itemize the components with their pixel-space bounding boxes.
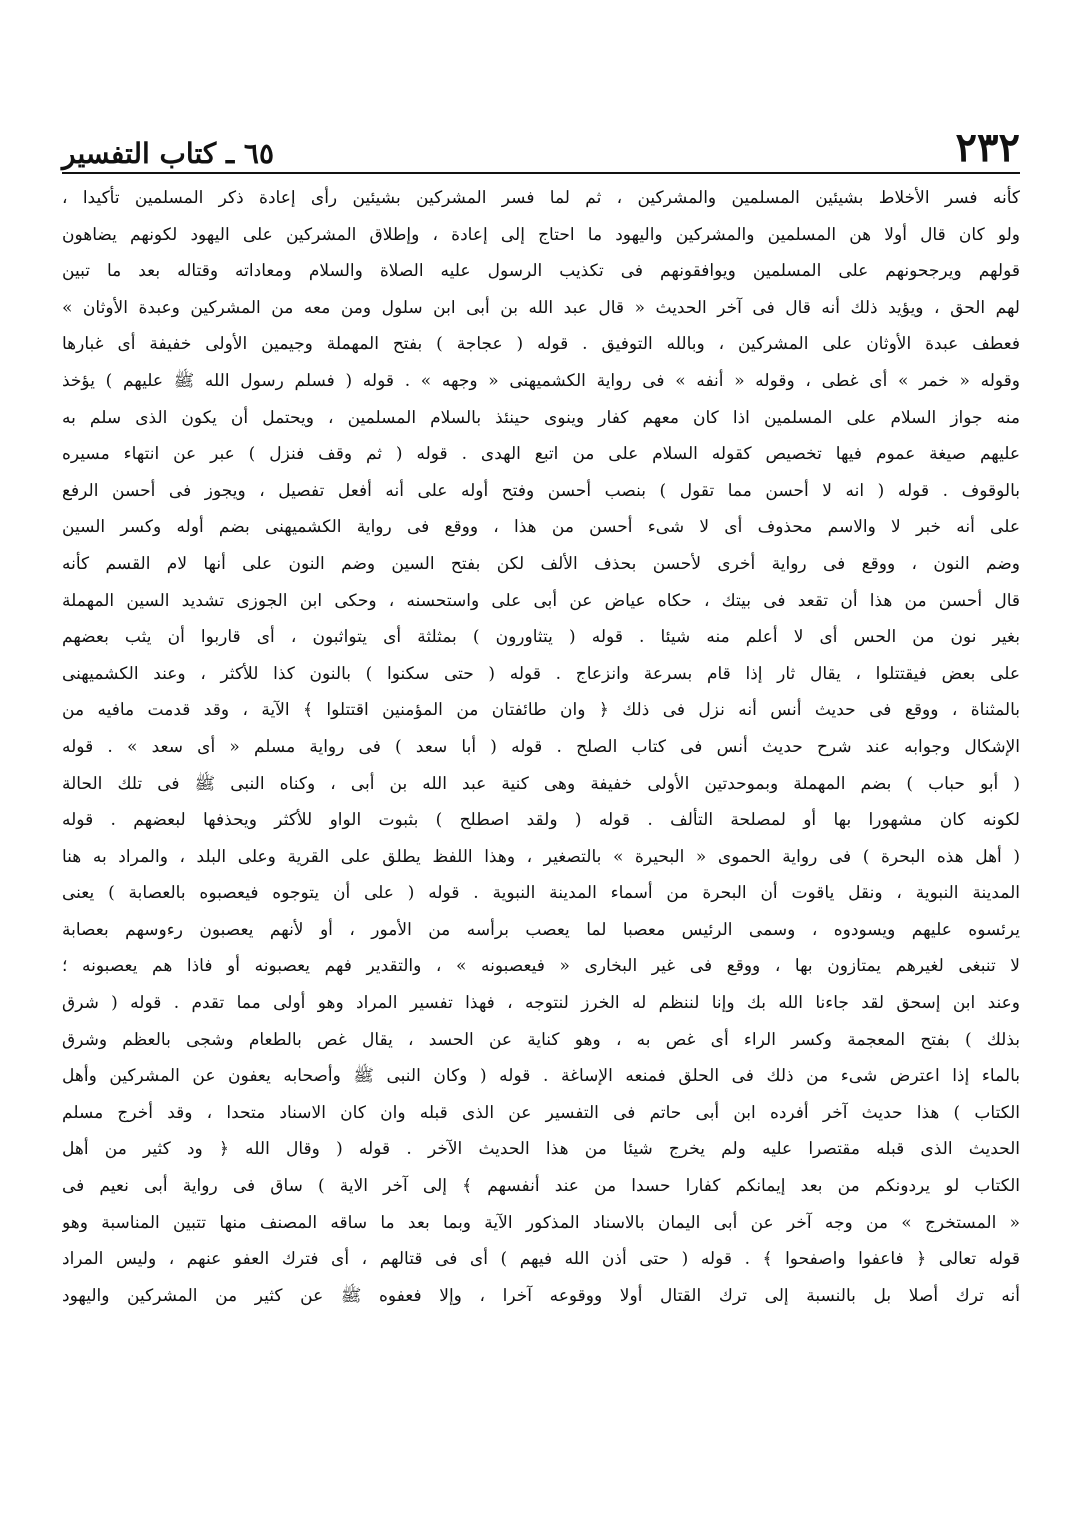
text-line: وضم النون ، ووقع فى رواية أخرى لأحسن بحذف الألف لكن بفتح السين وضم النون على أنها لام القسم كأنه [62, 553, 1020, 574]
text-line: قال أحسن من هذا أن تقعد فى بيتك ، حكاه عياض عن أبى على واستحسنه ، وحكى ابن الجوزى تشديد السين المهملة [62, 590, 1020, 611]
text-line: « المستخرج » من وجه آخر عن أبى اليمان بالاسناد المذكور الآية وبما بعد ما ساقه المصنف منها تتبين المناسبة وهو [62, 1212, 1020, 1233]
text-line: الكتاب لو يردونكم من بعد إيمانكم كفارا حسدا من عند أنفسهم ﴾ إلى آخر الاية ) ساق فى رواية أبى نعيم فى [62, 1176, 1020, 1197]
text-line: لكونه كان مشهورا بها أو لمصلحة التألف . قوله ( ولقد اصطلح ) بثبوت الواو للأكثر ويحذفها لبعضهم . قوله [62, 810, 1020, 831]
text-line: أنه ترك أصلا بل بالنسبة إلى ترك القتال أولا ووقوعه آخرا ، وإلا فعفوه ﷺ عن كثير من المشركين واليهود [62, 1285, 1020, 1306]
header-rule [62, 172, 1020, 174]
text-line: الحديث الذى قبله مقتصرا عليه ولم يخرج شيئا من هذا الحديث الآخر . قوله ( وقال الله ﴿ ود كثير من أهل [62, 1139, 1020, 1160]
text-line: على بعض فيقتتلوا ، يقال ثار إذا قام بسرعة وانزعاج . قوله ( حتى سكنوا ) بالنون كذا للأكثر ، وعند الكشميهنى [62, 663, 1020, 684]
text-line: بالمثناة ، ووقع فى حديث أنس أنه نزل فى ذلك ﴿ وان طائفتان من المؤمنين اقتتلوا ﴾ الآية ، وقد قدمت مافيه من [62, 700, 1020, 721]
page-header [62, 118, 1020, 171]
text-line: المدينة النبوية ، ونقل ياقوت أن البحرة من أسماء المدينة النبوية . قوله ( على أن يتوجوه فيعصبوه بالعصابة ) يعنى [62, 883, 1020, 904]
text-line: الكتاب ) هذا حديث آخر أفرده ابن أبى حاتم فى التفسير عن الذى قبله وان كان الاسناد متحدا ، وقد أخرج مسلم [62, 1102, 1020, 1123]
text-line: منه جواز السلام على المسلمين اذا كان معهم كفار وينوى حينئذ بالسلام المسلمين ، ويحتمل أن يكون الذى سلم به [62, 407, 1020, 428]
text-line: بغير نون من الحس أى لا أعلم منه شيئا . قوله ( يتثاورون ) بمثلثة أى يتواثبون ، أى قاربوا أن يثب بعضهم [62, 627, 1020, 648]
text-line: قولهم ويرجحونهم على المسلمين ويوافقونهم فى تكذيب الرسول عليه الصلاة والسلام ومعاداته وقتاله بعد ما تبين [62, 261, 1020, 282]
running-title: ٦٥ ـ كتاب التفسير [62, 137, 274, 170]
text-line: على أنه خبر لا والاسم محذوف أى لا شىء أحسن من هذا ، ووقع فى رواية الكشميهنى بضم أوله وكسر السين [62, 517, 1020, 538]
text-line: فعطف عبدة الأوثان على المشركين ، وبالله التوفيق . قوله ( عجاجة ) بفتح المهملة وجيمين الأولى خفيفة أى غبارها [62, 334, 1020, 355]
text-line: ولو كان قال أولا هن المسلمين والمشركين واليهود ما احتاج إلى إعادة ، وإطلاق المشركين على اليهود لكونهم يضاهون [62, 224, 1020, 245]
text-line: الإشكال وجوابه عند شرح حديث أنس فى كتاب الصلح . قوله ( أبا سعد ) فى رواية مسلم « أى سعد » . قوله [62, 736, 1020, 757]
text-line: لا تنبغى لغيرهم يمتازون بها ، ووقع فى غير البخارى « فيعصبونه » ، والتقدير فهم يعصبونه أو فاذا هم يعصبونه ؛ [62, 956, 1020, 977]
text-line: وعند ابن إسحق لقد جاءنا الله بك وإنا لننظم له الخرز لنتوجه ، فهذا تفسير المراد وهو أولى مما تقدم . قوله ( شرق [62, 993, 1020, 1014]
page-number: ٢٣٢ [955, 124, 1020, 171]
text-line: بالوقوف . قوله ( انه لا أحسن مما تقول ) بنصب أحسن وفتح أوله على أنه أفعل تفصيل ، ويجوز فى أحسن الرفع [62, 480, 1020, 501]
text-line: كأنه فسر الأخلاط بشيئين المسلمين والمشركين ، ثم لما فسر المشركين بشيئين رأى إعادة ذكر المسلمين تأكيدا ، [62, 188, 1020, 208]
text-line: وقوله « خمر » أى غطى ، وقوله « أنفه » فى رواية الكشميهنى « وجهه » . قوله ( فسلم رسول الله ﷺ عليهم ) يؤخذ [62, 370, 1020, 391]
text-line: بالماء إذا اعترض شىء من ذلك فى الحلق فمنعه الإساغة . قوله ( وكان النبى ﷺ وأصحابه يعفون عن المشركين وأهل [62, 1066, 1020, 1087]
text-line: لهم الحق ، ويؤيد ذلك أنه قال فى آخر الحديث « قال عبد الله بن أبى ابن سلول ومن معه من المشركين وعبدة الأوثان » [62, 297, 1020, 318]
text-line: بذلك ) بفتح المعجمة وكسر الراء أى غص به ، وهو كناية عن الحسد ، يقال غص بالطعام وشجى بالعظم وشرق [62, 1029, 1020, 1050]
text-line: يرئسوه عليهم ويسودوه ، وسمى الرئيس معصبا لما يعصب برأسه من الأمور ، أو لأنهم يعصبون رءوسهم بعصابة [62, 919, 1020, 940]
text-line: ( أبو حباب ) بضم المهملة وبموحدتين الأولى خفيفة وهى كنية عبد الله بن أبى ، وكناه النبى ﷺ فى تلك الحالة [62, 773, 1020, 794]
text-line: قوله تعالى ﴿ فاعفوا واصفحوا ﴾ . قوله ( حتى أذن الله فيهم ) أى فى قتالهم ، أى فترك العفو عنهم ، وليس المراد [62, 1249, 1020, 1270]
text-line: عليهم صيغة عموم فيها تخصيص كقوله السلام على من اتبع الهدى . قوله ( ثم وقف فنزل ) عبر عن انتهاء مسيره [62, 444, 1020, 465]
text-line: ( أهل هذه البحرة ) فى رواية الحموى « البحيرة » بالتصغير ، وهذا اللفظ يطلق على القرية وعلى البلد ، والمراد به هنا [62, 846, 1020, 867]
body-text [62, 180, 1020, 1494]
